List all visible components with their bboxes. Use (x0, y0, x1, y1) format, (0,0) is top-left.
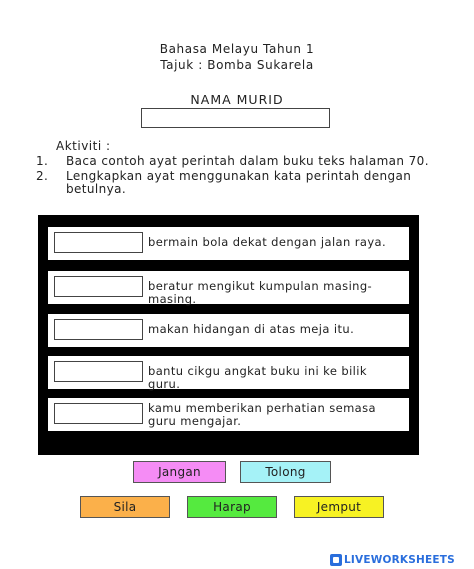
sentence-text-1: bermain bola dekat dengan jalan raya. (148, 235, 387, 249)
answer-drop-slot-5[interactable] (54, 403, 143, 424)
sentence-text-4: bantu cikgu angkat buku ini ke bilik guru. (148, 364, 367, 391)
word-option-harap[interactable]: Harap (187, 496, 277, 518)
instruction-1 (36, 155, 429, 168)
topic-title: Tajuk : Bomba Sukarela (160, 58, 314, 72)
instruction-2 (36, 170, 436, 196)
answer-drop-slot-4[interactable] (54, 361, 143, 382)
exercise-board (38, 215, 419, 455)
sentence-text-2: beratur mengikut kumpulan masing-masing. (148, 279, 373, 306)
answer-drop-slot-2[interactable] (54, 276, 143, 297)
instruction-text: Baca contoh ayat perintah dalam buku teks halaman 70. (66, 154, 429, 168)
word-option-sila[interactable]: Sila (80, 496, 170, 518)
sentence-row-4 (48, 356, 409, 389)
instruction-number: 1. (36, 154, 49, 168)
instruction-text-continued: betulnya. (66, 182, 127, 196)
sentence-text-3: makan hidangan di atas meja itu. (148, 322, 355, 336)
student-name-input[interactable] (141, 108, 330, 128)
student-name-label: NAMA MURID (190, 92, 284, 107)
activity-title: Aktiviti : (56, 139, 111, 153)
sentence-row-1 (48, 227, 409, 260)
answer-drop-slot-1[interactable] (54, 232, 143, 253)
subject-title: Bahasa Melayu Tahun 1 (159, 42, 315, 56)
instruction-text: Lengkapkan ayat menggunakan kata perintah dengan (66, 169, 412, 183)
sentence-text-5: kamu memberikan perhatian semasa guru mengajar. (148, 401, 376, 428)
word-option-jangan[interactable]: Jangan (133, 461, 226, 483)
liveworksheets-logo-icon (330, 554, 342, 566)
word-option-tolong[interactable]: Tolong (240, 461, 331, 483)
brand-name: LIVEWORKSHEETS (344, 554, 455, 566)
sentence-row-2 (48, 271, 409, 304)
answer-drop-slot-3[interactable] (54, 319, 143, 340)
sentence-row-3 (48, 314, 409, 347)
instruction-number: 2. (36, 169, 49, 183)
brand-logo[interactable] (330, 553, 455, 567)
word-option-jemput[interactable]: Jemput (294, 496, 384, 518)
sentence-row-5 (48, 398, 409, 431)
